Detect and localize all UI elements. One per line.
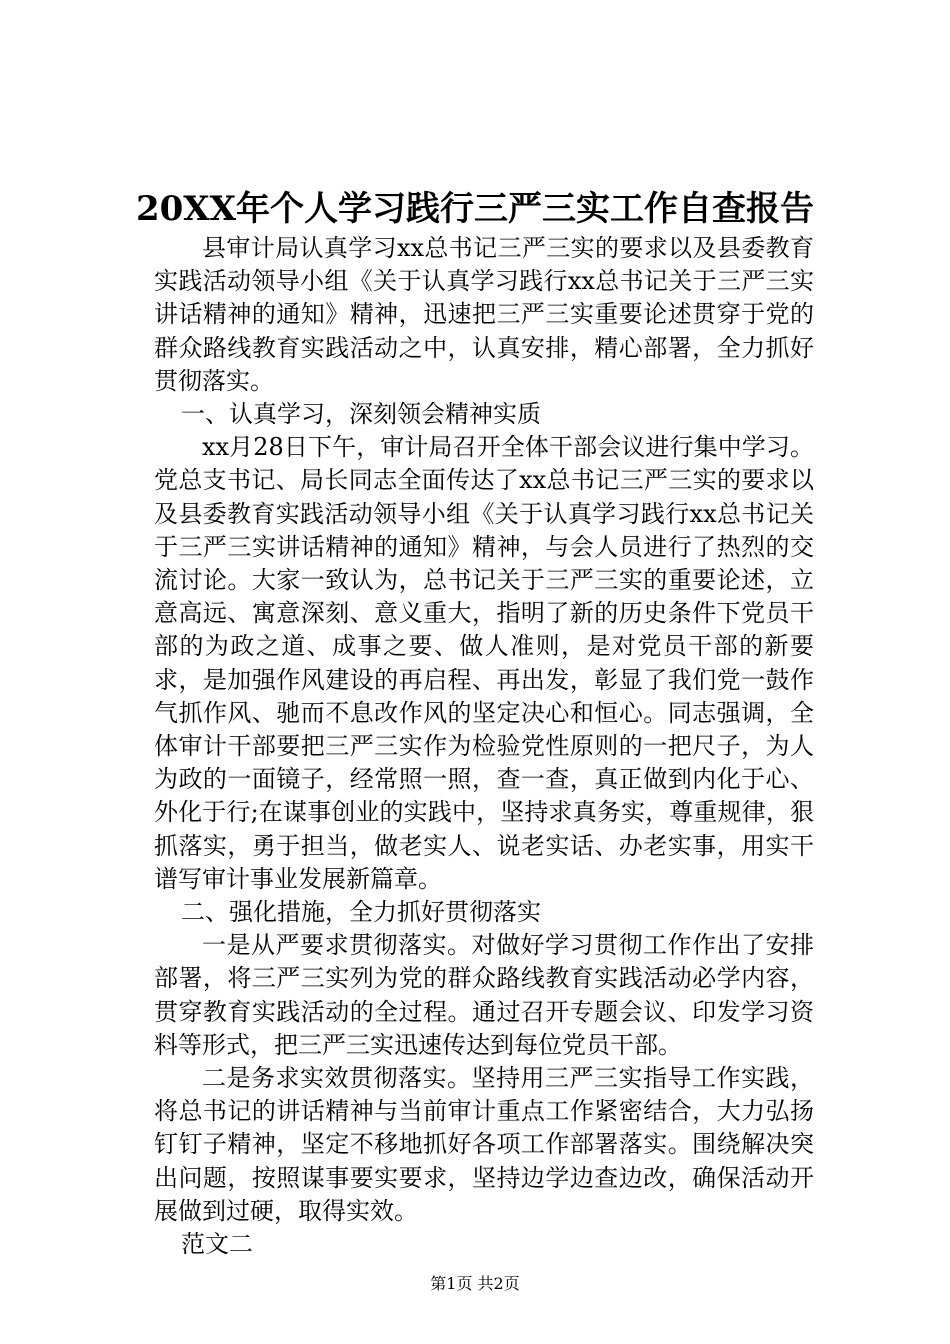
section-heading-1: 一、认真学习，深刻领会精神实质 <box>181 400 541 429</box>
document-title: 20XX年个人学习践行三严三实工作自查报告 <box>135 189 815 229</box>
page-number-footer: 第1页 共2页 <box>430 1274 520 1293</box>
sample-label: 范文二 <box>181 1230 253 1259</box>
measure-2-paragraph: 二是务求实效贯彻落实。坚持用三严三实指导工作实践，将总书记的讲话精神与当前审计重点工作紧密结合，大力弘扬钉钉子精神，坚定不移地抓好各项工作部署落实。围绕解决突出问题，按照谋事要实要求，坚持边学边查边改，确保活动开展做到过硬，取得实效。 <box>154 1064 814 1225</box>
section-1-paragraph: xx月28日下午，审计局召开全体干部会议进行集中学习。党总支书记、局长同志全面传达了xx总书记三严三实的要求以及县委教育实践活动领导小组《关于认真学习践行xx总书记关于三严三实讲话精神的通知》精神，与会人员进行了热烈的交流讨论。大家一致认为，总书记关于三严三实的重要论述，立意高远、寓意深刻、意义重大，指明了新的历史条件下党员干部的为政之道、成事之要、做人准则，是对党员干部的新要求，是加强作风建设的再启程、再出发，彰显了我们党一鼓作气抓作风、驰而不息改作风的坚定决心和恒心。同志强调，全体审计干部要把三严三实作为检验党性原则的一把尺子，为人为政的一面镜子，经常照一照，查一查，真正做到内化于心、外化于行;在谋事创业的实践中，坚持求真务实，尊重规律，狠抓落实，勇于担当，做老实人、说老实话、办老实事，用实干谱写审计事业发展新篇章。 <box>154 433 814 893</box>
section-heading-2: 二、强化措施，全力抓好贯彻落实 <box>181 898 541 927</box>
intro-paragraph: 县审计局认真学习xx总书记三严三实的要求以及县委教育实践活动领导小组《关于认真学习践行xx总书记关于三严三实讲话精神的通知》精神，迅速把三严三实重要论述贯穿于党的群众路线教育实践活动之中，认真安排，精心部署，全力抓好贯彻落实。 <box>154 234 814 395</box>
document-body <box>154 232 814 1261</box>
measure-1-paragraph: 一是从严要求贯彻落实。对做好学习贯彻工作作出了安排部署，将三严三实列为党的群众路线教育实践活动必学内容，贯穿教育实践活动的全过程。通过召开专题会议、印发学习资料等形式，把三严三实迅速传达到每位党员干部。 <box>154 931 814 1059</box>
